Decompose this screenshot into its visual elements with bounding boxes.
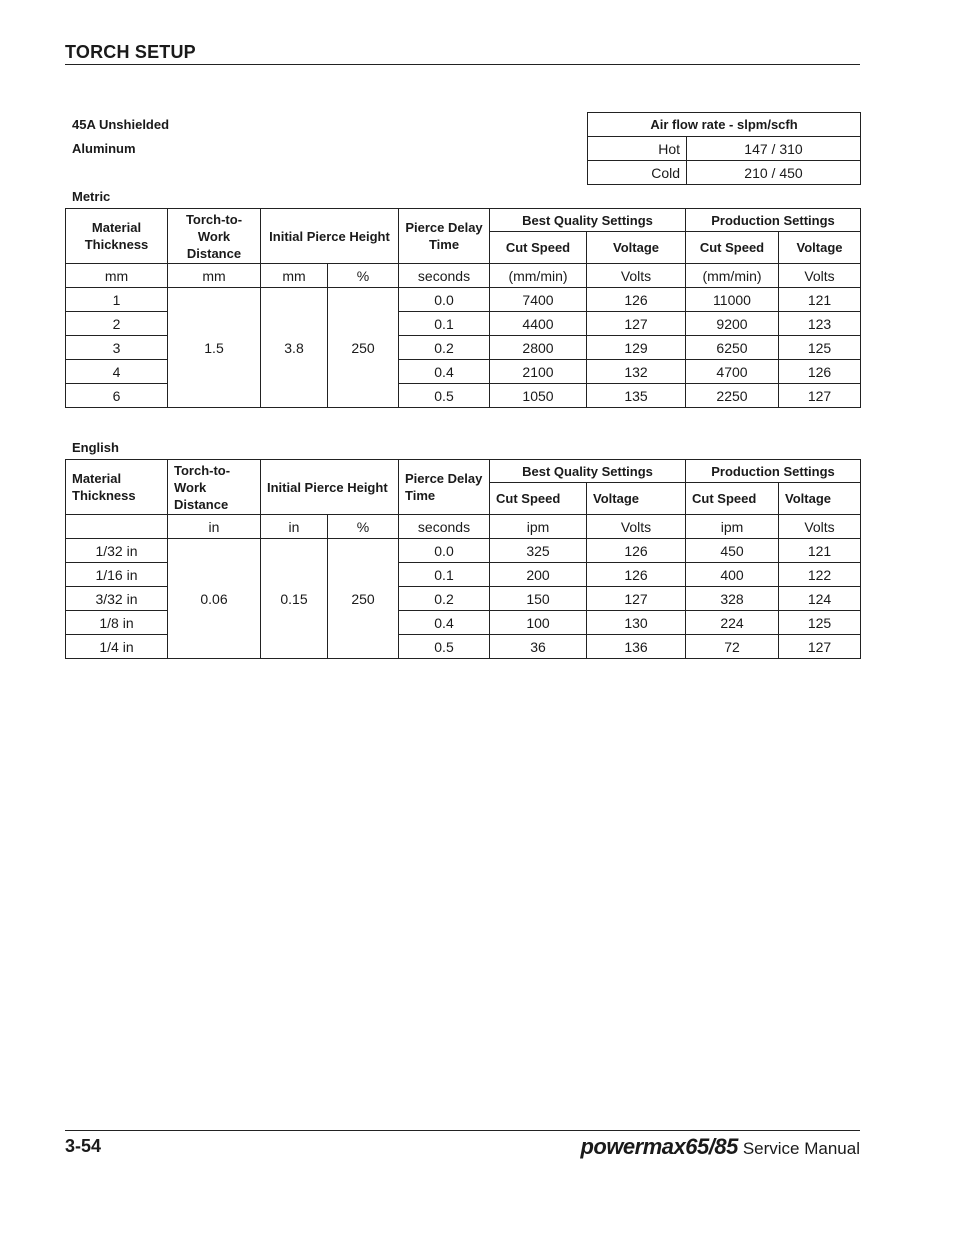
best-cut-speed-header: Cut Speed [490,483,587,515]
units-row [66,515,861,539]
header-divider [65,64,860,65]
amperage-label: 45A Unshielded [72,117,170,132]
prod-cut-speed-header: Cut Speed [686,483,779,515]
unit-cell: in [168,515,261,539]
best-voltage-cell: 130 [587,611,686,635]
unit-cell: in [261,515,328,539]
unit-cell: mm [168,264,261,288]
torch-distance-cell: 1.5 [168,288,261,408]
unit-cell: Volts [587,264,686,288]
best-voltage-cell: 127 [587,312,686,336]
unit-cell: (mm/min) [686,264,779,288]
prod-voltage-cell: 125 [779,336,861,360]
best-voltage-header: Voltage [587,232,686,264]
unit-cell: seconds [399,515,490,539]
prod-voltage-cell: 127 [779,635,861,659]
best-voltage-cell: 129 [587,336,686,360]
best-speed-cell: 150 [490,587,587,611]
best-voltage-cell: 126 [587,539,686,563]
delay-cell: 0.4 [399,360,490,384]
delay-cell: 0.5 [399,384,490,408]
prod-cut-speed-header: Cut Speed [686,232,779,264]
material-label: Aluminum [72,141,136,156]
unit-cell: ipm [686,515,779,539]
unit-cell: mm [66,264,168,288]
torch-distance-header: Torch-to-Work Distance [168,460,261,515]
thickness-cell: 2 [66,312,168,336]
table-row [588,137,861,161]
metric-label: Metric [72,189,111,204]
best-voltage-cell: 126 [587,563,686,587]
unit-cell: mm [261,264,328,288]
best-speed-cell: 4400 [490,312,587,336]
delay-cell: 0.1 [399,563,490,587]
prod-speed-cell: 4700 [686,360,779,384]
unit-cell: seconds [399,264,490,288]
delay-cell: 0.0 [399,539,490,563]
prod-speed-cell: 2250 [686,384,779,408]
best-speed-cell: 2100 [490,360,587,384]
metric-table [65,208,861,408]
page-number: 3-54 [65,1136,102,1156]
thickness-cell: 3/32 in [66,587,168,611]
best-voltage-cell: 126 [587,288,686,312]
unit-cell: Volts [587,515,686,539]
best-voltage-cell: 132 [587,360,686,384]
english-table [65,459,861,659]
best-speed-cell: 200 [490,563,587,587]
footer-divider [65,1130,860,1131]
unit-cell: Volts [779,264,861,288]
thickness-cell: 4 [66,360,168,384]
airflow-cold-label: Cold [588,161,687,185]
best-speed-cell: 100 [490,611,587,635]
material-thickness-header: Material Thickness [66,460,168,515]
best-speed-cell: 325 [490,539,587,563]
best-speed-cell: 36 [490,635,587,659]
delay-cell: 0.2 [399,336,490,360]
unit-cell [66,515,168,539]
thickness-cell: 3 [66,336,168,360]
material-thickness-header: Material Thickness [66,209,168,264]
torch-distance-header: Torch-to-Work Distance [168,209,261,264]
brand-logo: powermax65/85 [580,1134,738,1159]
pierce-height-cell: 0.15 [261,539,328,659]
prod-voltage-cell: 124 [779,587,861,611]
prod-speed-cell: 72 [686,635,779,659]
prod-voltage-cell: 127 [779,384,861,408]
section-title: TORCH SETUP [65,42,196,62]
prod-voltage-cell: 122 [779,563,861,587]
units-row [66,264,861,288]
prod-speed-cell: 9200 [686,312,779,336]
unit-cell: % [328,264,399,288]
prod-speed-cell: 11000 [686,288,779,312]
prod-voltage-cell: 121 [779,288,861,312]
best-voltage-cell: 135 [587,384,686,408]
prod-speed-cell: 328 [686,587,779,611]
best-quality-header: Best Quality Settings [490,460,686,483]
unit-cell: ipm [490,515,587,539]
thickness-cell: 1/16 in [66,563,168,587]
table-row [588,161,861,185]
airflow-cold-value: 210 / 450 [687,161,861,185]
airflow-hot-value: 147 / 310 [687,137,861,161]
table-row [66,539,861,563]
thickness-cell: 1 [66,288,168,312]
best-quality-header: Best Quality Settings [490,209,686,232]
prod-voltage-cell: 125 [779,611,861,635]
prod-speed-cell: 6250 [686,336,779,360]
delay-cell: 0.2 [399,587,490,611]
thickness-cell: 1/8 in [66,611,168,635]
best-voltage-cell: 127 [587,587,686,611]
prod-voltage-cell: 121 [779,539,861,563]
best-speed-cell: 2800 [490,336,587,360]
thickness-cell: 6 [66,384,168,408]
best-speed-cell: 1050 [490,384,587,408]
production-header: Production Settings [686,209,861,232]
english-label: English [72,440,119,455]
best-voltage-header: Voltage [587,483,686,515]
best-voltage-cell: 136 [587,635,686,659]
prod-speed-cell: 450 [686,539,779,563]
delay-cell: 0.4 [399,611,490,635]
pierce-delay-header: Pierce Delay Time [399,460,490,515]
airflow-hot-label: Hot [588,137,687,161]
pierce-percent-cell: 250 [328,539,399,659]
manual-label: Service Manual [742,1139,860,1158]
pierce-percent-cell: 250 [328,288,399,408]
prod-speed-cell: 400 [686,563,779,587]
pierce-height-header: Initial Pierce Height [261,460,399,515]
best-speed-cell: 7400 [490,288,587,312]
airflow-table [587,112,861,185]
thickness-cell: 1/32 in [66,539,168,563]
pierce-delay-header: Pierce Delay Time [399,209,490,264]
prod-voltage-header: Voltage [779,232,861,264]
thickness-cell: 1/4 in [66,635,168,659]
footer-title [580,1134,860,1160]
delay-cell: 0.0 [399,288,490,312]
unit-cell: (mm/min) [490,264,587,288]
prod-voltage-cell: 123 [779,312,861,336]
best-cut-speed-header: Cut Speed [490,232,587,264]
prod-voltage-header: Voltage [779,483,861,515]
torch-distance-cell: 0.06 [168,539,261,659]
unit-cell: Volts [779,515,861,539]
delay-cell: 0.1 [399,312,490,336]
table-row [66,288,861,312]
prod-speed-cell: 224 [686,611,779,635]
airflow-header: Air flow rate - slpm/scfh [588,113,861,137]
delay-cell: 0.5 [399,635,490,659]
prod-voltage-cell: 126 [779,360,861,384]
production-header: Production Settings [686,460,861,483]
unit-cell: % [328,515,399,539]
pierce-height-cell: 3.8 [261,288,328,408]
pierce-height-header: Initial Pierce Height [261,209,399,264]
